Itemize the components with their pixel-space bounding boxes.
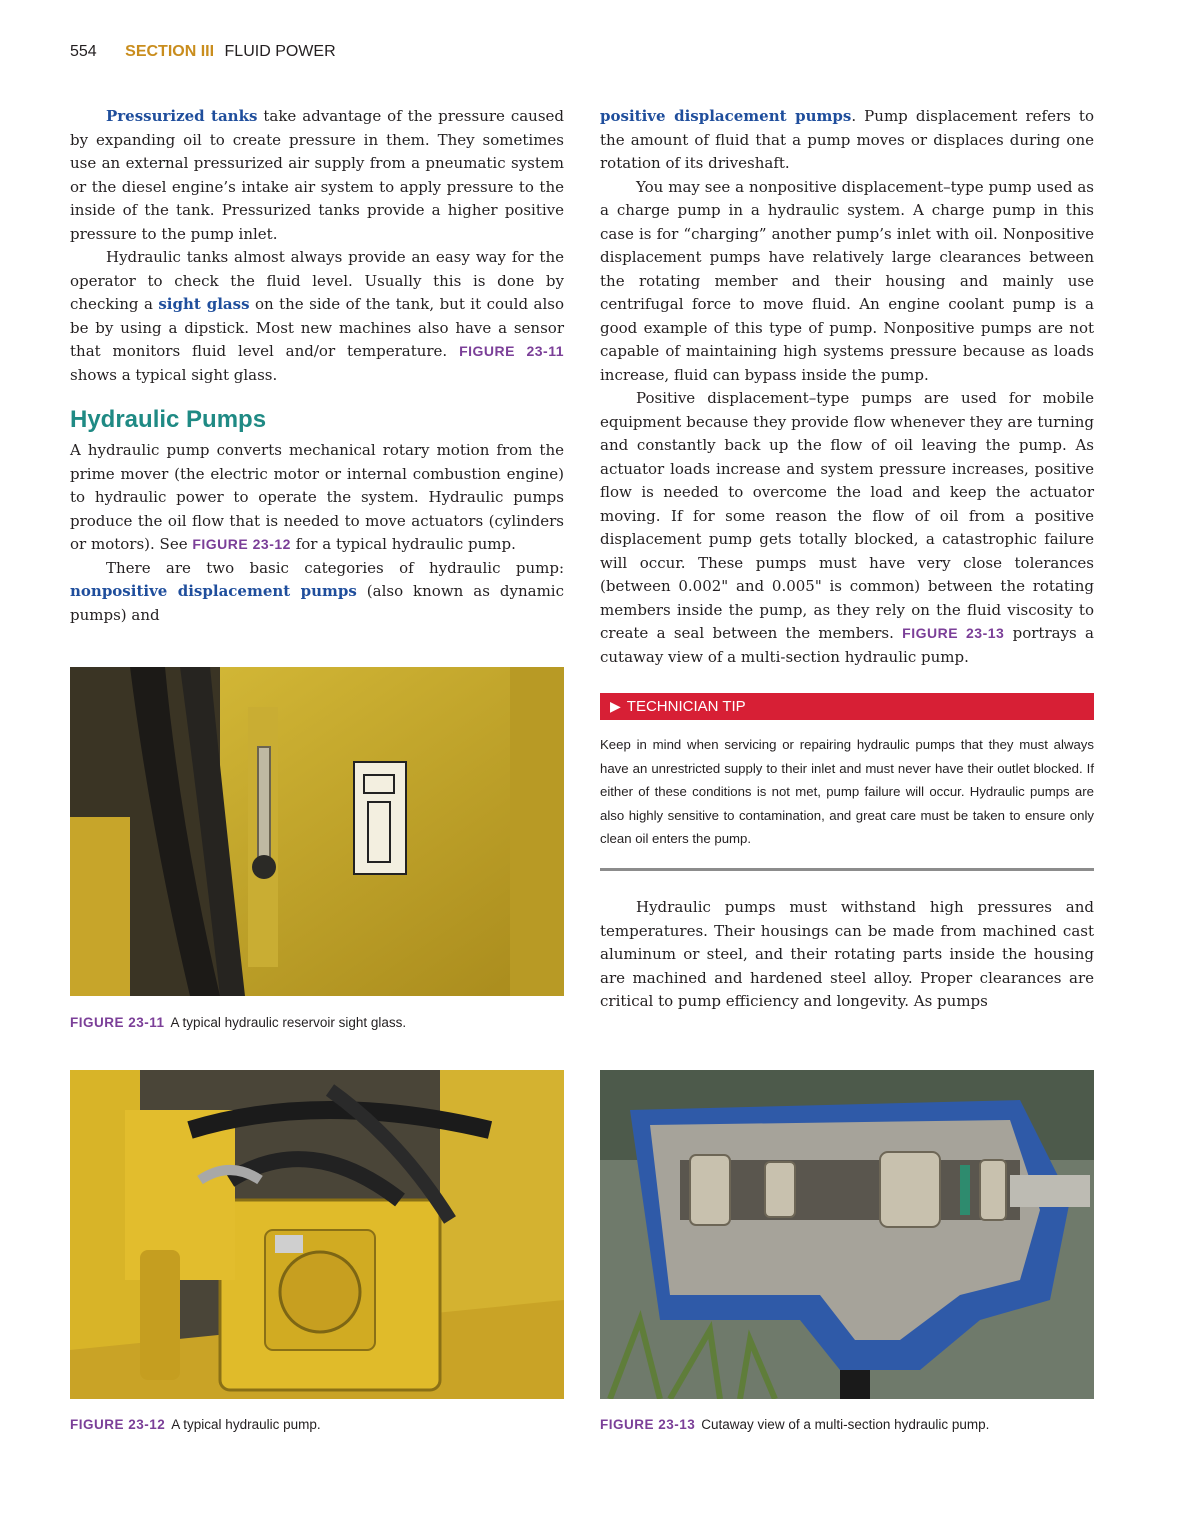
paragraph: [70, 246, 564, 387]
left-column: [70, 105, 564, 627]
paragraph-text: Positive displacement–type pumps are used for mobile equipment because they provide flow whenever they are turning and constantly back up the flow of oil leaving the pump. As actuator loads increase and system pressure increases, positive flow is needed to overcome the load and keep the actuator moving. If for some reason the flow of oil from a positive displacement pump gets totally blocked, a catastrophic failure will occur. These pumps must have very close tolerances (between 0.002" and 0.005" is common) between the rotating members inside the pump, as they rely on the fluid viscosity to create a seal between the members.: [600, 389, 1094, 642]
figure-23-12-photo: [70, 1070, 564, 1399]
paragraph-text: take advantage of the pressure caused by expanding oil to create pressure in them. They sometimes use an external pressurized air supply from a pneumatic system or the diesel engine’s intake air system to apply pressure to the inside of the tank. Pressurized tanks provide a higher positive pressure to the pump inlet.: [70, 107, 564, 243]
key-term: Pressurized tanks: [106, 107, 258, 125]
section-heading: Hydraulic Pumps: [70, 406, 267, 433]
section-label: SECTION III: [125, 43, 215, 60]
figure-23-13-caption: [600, 1417, 989, 1432]
figure-reference: FIGURE 23-13: [902, 625, 1005, 641]
figure-label: FIGURE 23-12: [70, 1417, 166, 1432]
right-column: [600, 105, 1094, 669]
figure-reference: FIGURE 23-11: [459, 343, 564, 359]
caption-text: A typical hydraulic pump.: [171, 1417, 321, 1432]
tip-divider: [600, 868, 1094, 871]
paragraph: [70, 557, 564, 628]
paragraph: You may see a nonpositive displacement–type pump used as a charge pump in a hydraulic system. A charge pump in this case is for “charging” another pump’s inlet with oil. Nonpositive displacement pumps have relatively large clearances between the rotating member and their housing and mainly use centrifugal force to move fluid. An engine coolant pump is a good example of this type of pump. Nonpositive pumps are not capable of maintaining high systems pressure because as loads increase, fluid can bypass inside the pump.: [600, 177, 1094, 384]
cutaway-pump-image: [600, 1070, 1094, 1399]
figure-label: FIGURE 23-11: [70, 1015, 165, 1030]
caption-text: A typical hydraulic reservoir sight glass.: [170, 1015, 407, 1030]
paragraph: [70, 105, 564, 246]
figure-23-11-caption: [70, 1015, 406, 1030]
tip-title: TECHNICIAN TIP: [626, 698, 746, 715]
paragraph-text: shows a typical sight glass.: [70, 365, 278, 384]
section-name: FLUID POWER: [224, 43, 336, 60]
paragraph-text: portrays a cutaway view of a multi-section hydraulic pump.: [600, 624, 1094, 666]
figure-reference: FIGURE 23-12: [192, 536, 291, 552]
sight-glass-image: [70, 667, 564, 996]
figure-23-11-photo: [70, 667, 564, 996]
figure-label: FIGURE 23-13: [600, 1417, 696, 1432]
hydraulic-pump-image: [70, 1070, 564, 1399]
technician-tip-header: [600, 693, 1094, 720]
paragraph-text: . Pump displacement refers to the amount of fluid that a pump moves or displaces during one rotation of its driveshaft.: [600, 107, 1094, 172]
paragraph-text: for a typical hydraulic pump.: [290, 535, 516, 553]
paragraph-text: There are two basic categories of hydraulic pump:: [106, 558, 564, 577]
paragraph-text: Hydraulic tanks almost always provide an easy way for the operator to check the fluid level. Usually this is done by checking a: [70, 248, 564, 313]
paragraph-text: (also known as dynamic pumps) and: [70, 582, 564, 624]
paragraph: Hydraulic pumps must withstand high pressures and temperatures. Their housings can be made from machined cast aluminum or steel, and their rotating parts inside the housing are machined and hardened steel alloy. Proper clearances are critical to pump efficiency and longevity. As pumps: [600, 898, 1094, 1010]
paragraph: [600, 387, 1094, 669]
key-term: positive displacement pumps: [600, 107, 852, 125]
right-column-continued: [600, 896, 1094, 1014]
running-header: [70, 43, 336, 61]
paragraph: [600, 105, 1094, 176]
paragraph: [70, 439, 564, 557]
figure-23-13-photo: [600, 1070, 1094, 1399]
triangle-arrow-icon: ▶: [610, 698, 621, 714]
paragraph-text: on the side of the tank, but it could also be by using a dipstick. Most new machines also have a sensor that monitors fluid level and/or temperature.: [70, 295, 565, 360]
technician-tip-body: Keep in mind when servicing or repairing hydraulic pumps that they must always have an unrestricted supply to their inlet and must never have their outlet blocked. If either of these conditions is not met, pump failure will occur. Hydraulic pumps are also highly sensitive to contamination, and great care must be taken to ensure only clean oil enters the pump.: [600, 737, 1094, 846]
key-term: nonpositive displacement pumps: [70, 582, 357, 600]
paragraph-text: A hydraulic pump converts mechanical rotary motion from the prime mover (the electric motor or internal combustion engine) to hydraulic power to operate the system. Hydraulic pumps produce the oil flow that is needed to move actuators (cylinders or motors). See: [70, 441, 564, 553]
page-number: 554: [70, 43, 97, 60]
key-term: sight glass: [158, 295, 250, 313]
caption-text: Cutaway view of a multi-section hydraulic pump.: [701, 1417, 990, 1432]
figure-23-12-caption: [70, 1417, 321, 1432]
